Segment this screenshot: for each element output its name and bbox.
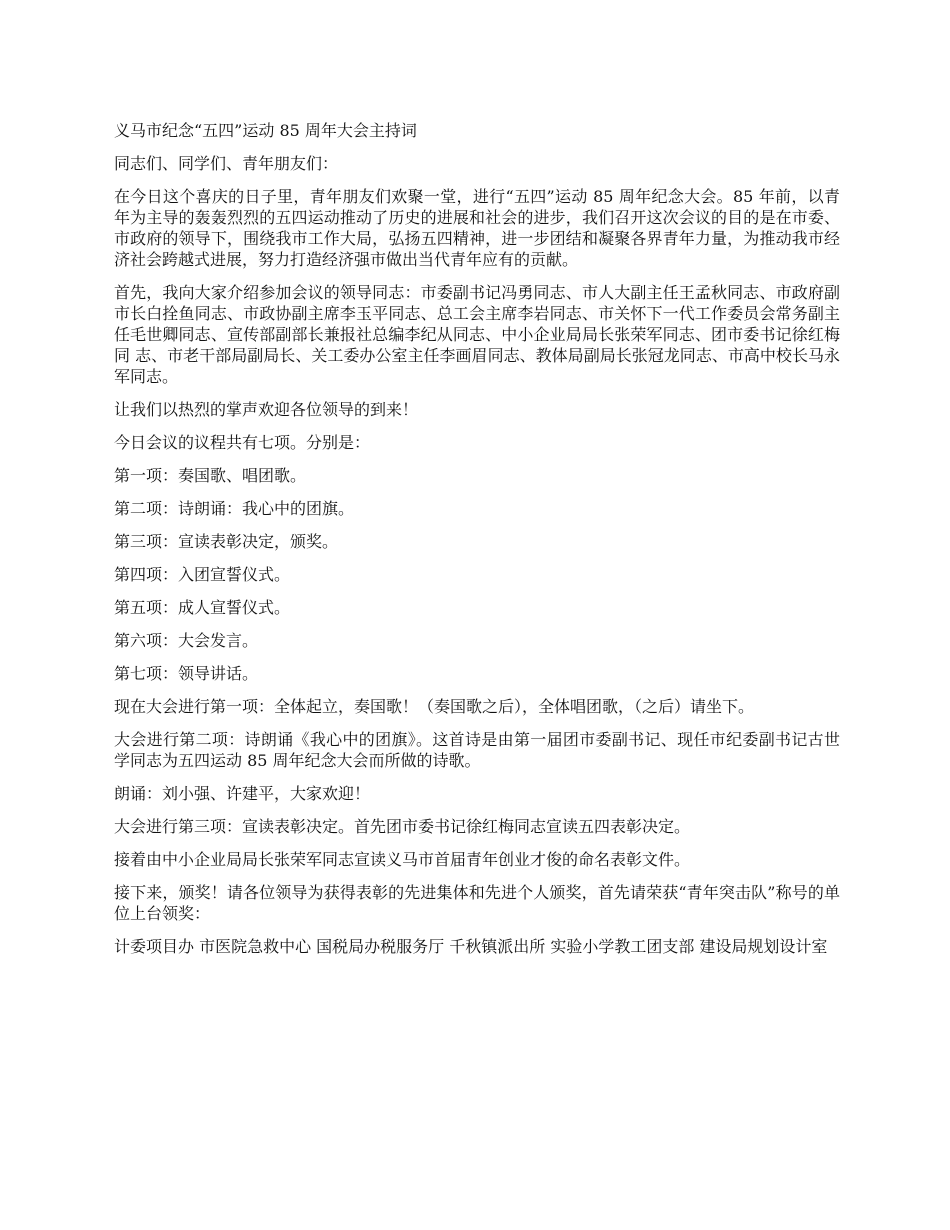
agenda-intro-paragraph: 今日会议的议程共有七项。分别是： (114, 433, 371, 452)
award-units-paragraph: 计委项目办 市医院急救中心 国税局办税服务厅 千秋镇派出所 实验小学教工团支部 建设局规划设计室 (114, 937, 828, 956)
agenda-item-6: 第六项：大会发言。 (114, 631, 259, 650)
award-ceremony-paragraph: 接下来，颁奖！请各位领导为获得表彰的先进集体和先进个人颁奖，首先请荣获“青年突击队”称号的单位上台领奖： (114, 883, 840, 923)
opening-paragraph: 在今日这个喜庆的日子里，青年朋友们欢聚一堂，进行“五四”运动 85 周年纪念大会。85 年前，以青年为主导的轰轰烈烈的五四运动推动了历史的进展和社会的进步，我们召开这次会议的目的是在市委、市政府的领导下，围绕我市工作大局，弘扬五四精神，进一步团结和凝聚各界青年力量，为推动我市经济社会跨越式进展，努力打造经济强市做出当代青年应有的贡献。 (114, 187, 840, 269)
item-three-paragraph: 大会进行第三项：宣读表彰决定。首先团市委书记徐红梅同志宣读五四表彰决定。 (114, 817, 691, 836)
agenda-item-3: 第三项：宣读表彰决定，颁奖。 (114, 532, 339, 551)
recitation-paragraph: 朗诵：刘小强、许建平，大家欢迎！ (114, 784, 371, 803)
agenda-item-1: 第一项：奏国歌、唱团歌。 (114, 466, 307, 485)
agenda-item-7: 第七项：领导讲话。 (114, 664, 259, 683)
agenda-item-4: 第四项：入团宣誓仪式。 (114, 565, 291, 584)
document-body (114, 120, 840, 969)
welcome-paragraph: 让我们以热烈的掌声欢迎各位领导的到来！ (114, 400, 419, 419)
salutation: 同志们、同学们、青年朋友们： (114, 154, 339, 173)
item-two-paragraph: 大会进行第二项：诗朗诵《我心中的团旗》。这首诗是由第一届团市委副书记、现任市纪委副书记古世学同志为五四运动 85 周年纪念大会而所做的诗歌。 (114, 730, 840, 770)
leaders-introduction-paragraph: 首先，我向大家介绍参加会议的领导同志：市委副书记冯勇同志、市人大副主任王孟秋同志、市政府副市长白拴鱼同志、市政协副主席李玉平同志、总工会主席李岩同志、市关怀下一代工作委员会常务副主任毛世卿同志、宣传部副部长兼报社总编李纪从同志、中小企业局局长张荣军同志、团市委书记徐红梅同 志、市老干部局副局长、关工委办公室主任李画眉同志、教体局副局长张冠龙同志、市高中校长马永军同志。 (114, 283, 840, 386)
agenda-item-2: 第二项：诗朗诵：我心中的团旗。 (114, 499, 355, 518)
entrepreneur-award-paragraph: 接着由中小企业局局长张荣军同志宣读义马市首届青年创业才俊的命名表彰文件。 (114, 850, 691, 869)
document-title: 义马市纪念“五四”运动 85 周年大会主持词 (114, 121, 417, 140)
agenda-item-5: 第五项：成人宣誓仪式。 (114, 598, 291, 617)
item-one-paragraph: 现在大会进行第一项：全体起立，奏国歌！（奏国歌之后），全体唱团歌，（之后）请坐下。 (114, 697, 755, 716)
